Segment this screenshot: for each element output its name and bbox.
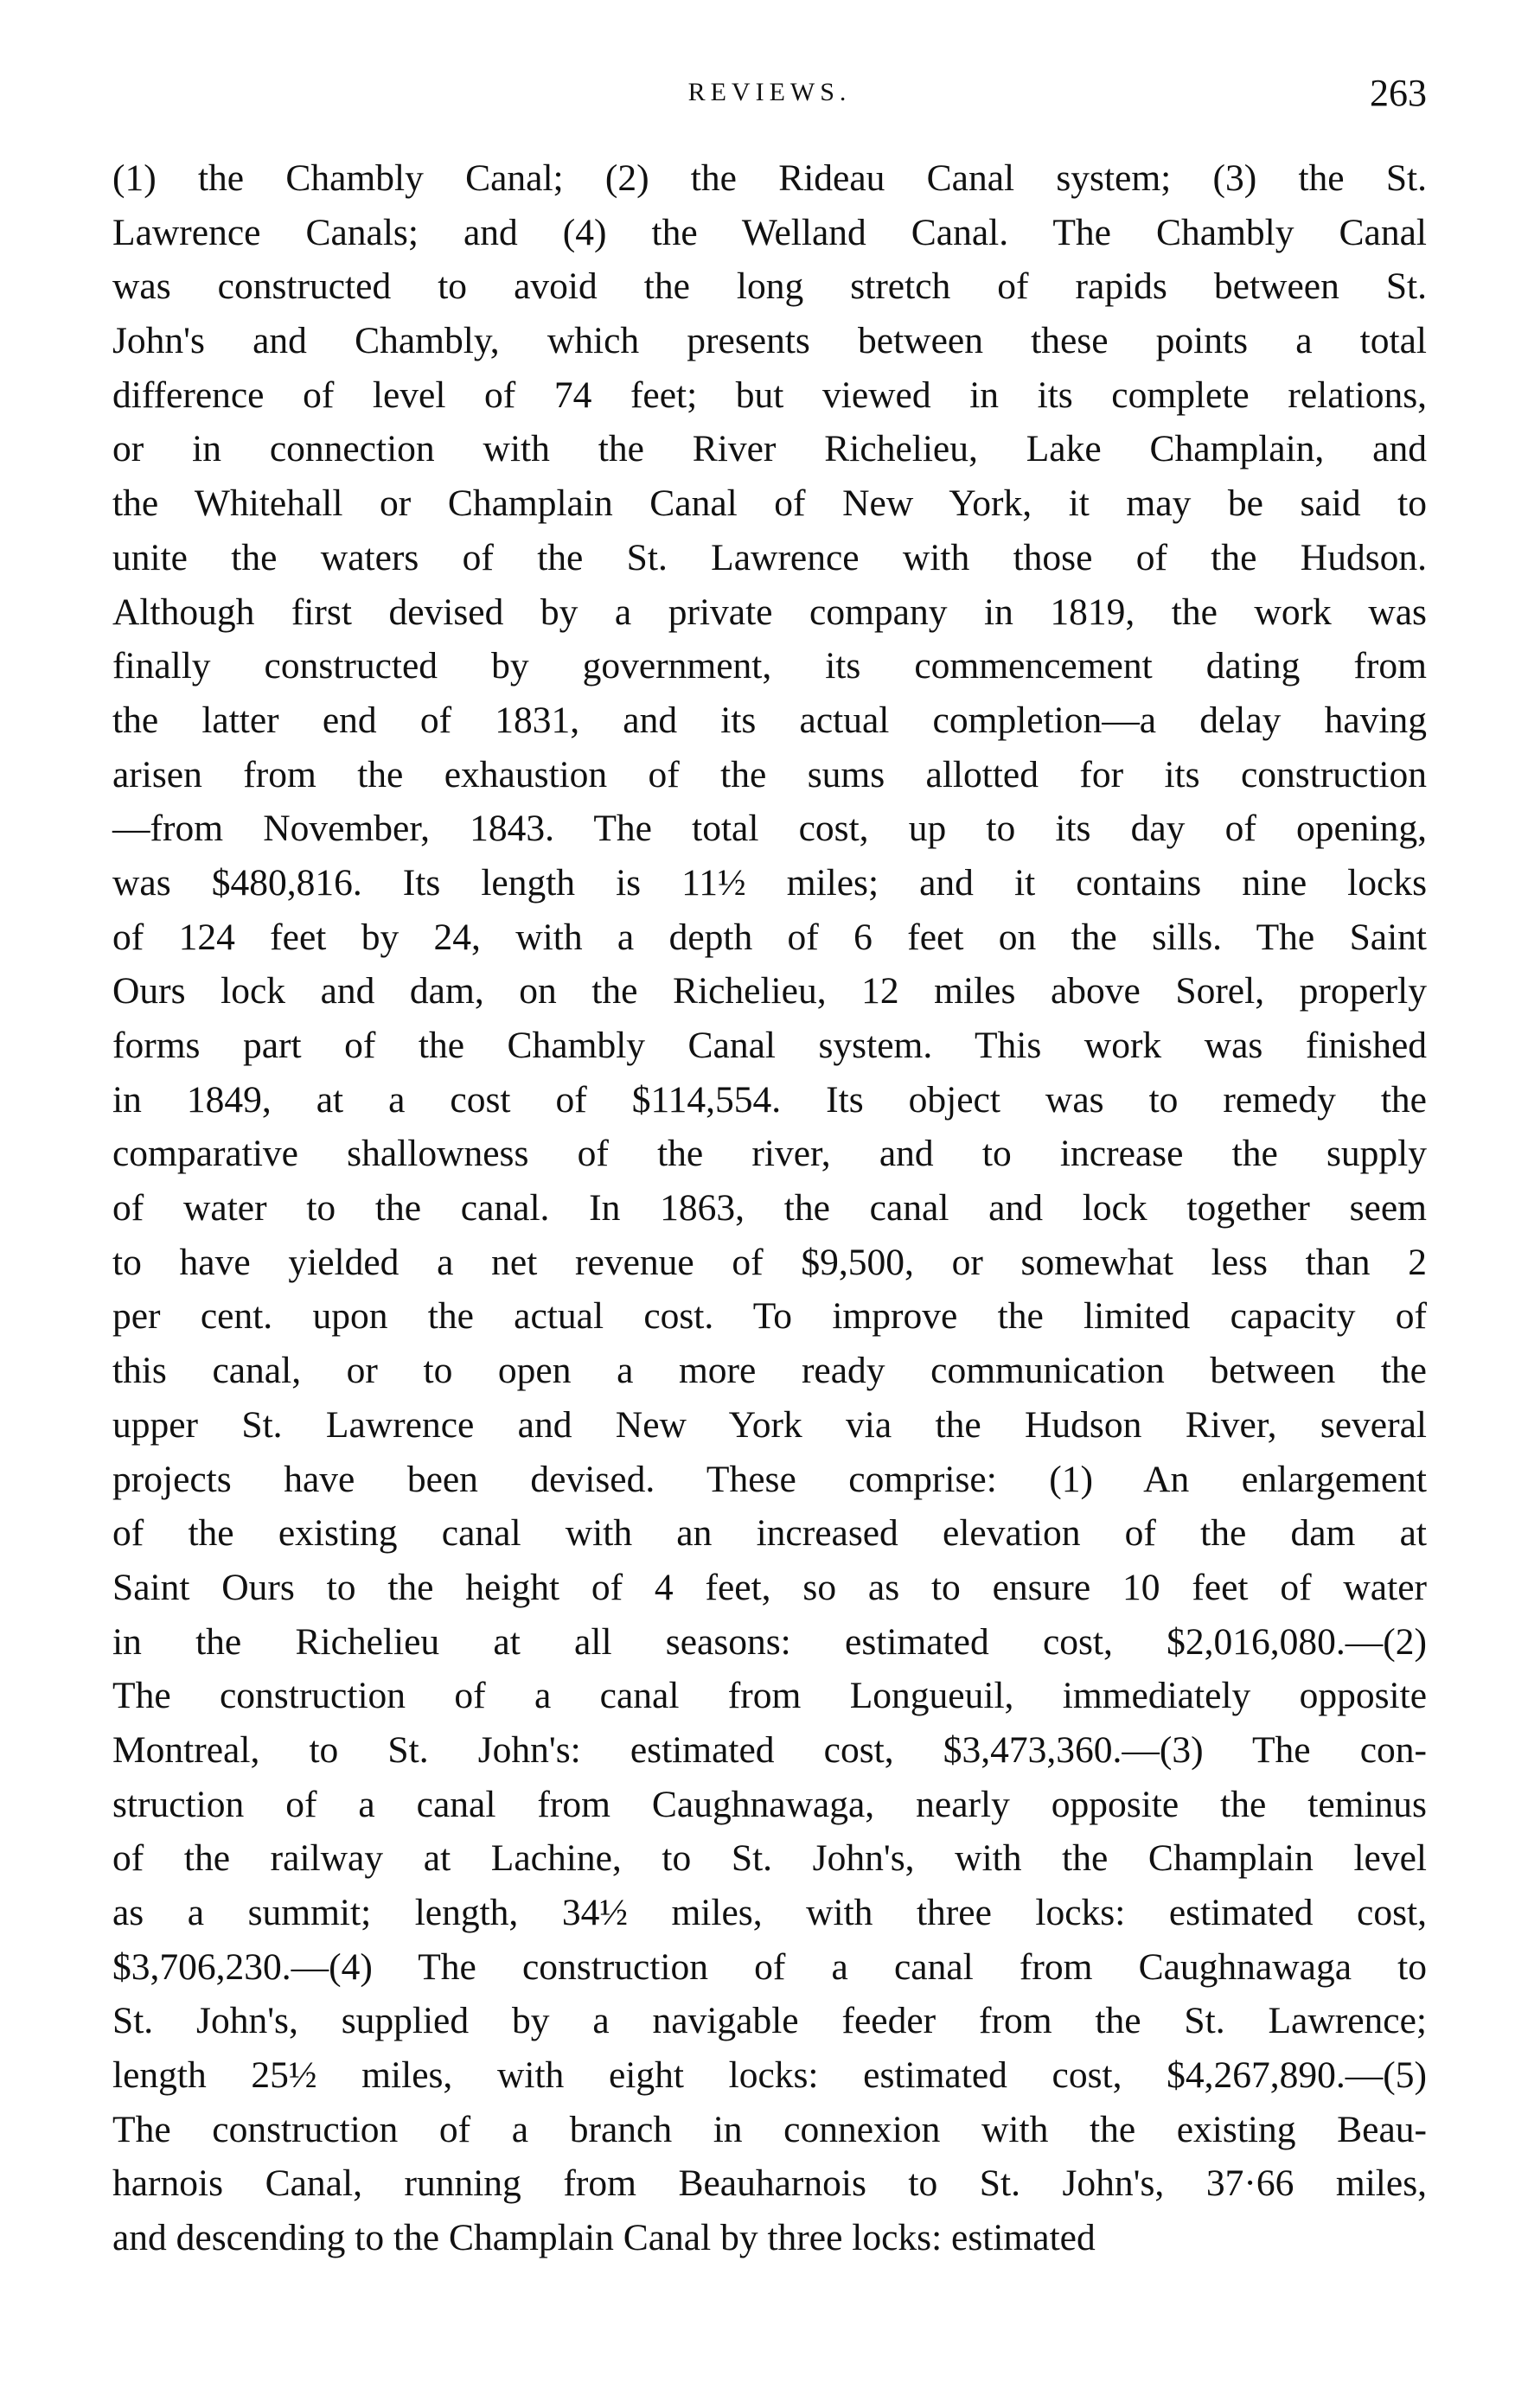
text-line: in 1849, at a cost of $114,554. Its object was to remedy the (112, 1078, 1427, 1121)
body-paragraph (112, 151, 1427, 2265)
text-line: Ours lock and dam, on the Richelieu, 12 miles above Sorel, properly (112, 970, 1427, 1012)
text-line: unite the waters of the St. Lawrence with those of the Hudson. (112, 536, 1427, 578)
text-line: John's and Chambly, which presents between these points a total (112, 320, 1427, 362)
text-line: in the Richelieu at all seasons: estimated cost, $2,016,080.—(2) (112, 1620, 1427, 1663)
text-line: —from November, 1843. The total cost, up to its day of opening, (112, 808, 1427, 850)
text-line: finally constructed by government, its commencement dating from (112, 645, 1427, 687)
text-line: The construction of a branch in connexion with the existing Beau- (112, 2108, 1427, 2150)
text-line: comparative shallowness of the river, and to increase the supply (112, 1133, 1427, 1175)
text-line: was $480,816. Its length is 11½ miles; and it contains nine locks (112, 861, 1427, 904)
text-line: Lawrence Canals; and (4) the Welland Canal. The Chambly Canal (112, 211, 1427, 253)
text-line: Montreal, to St. John's: estimated cost, $3,473,360.—(3) The con- (112, 1728, 1427, 1771)
text-line: upper St. Lawrence and New York via the Hudson River, several (112, 1403, 1427, 1446)
running-title: REVIEWS. (687, 78, 852, 106)
text-line: arisen from the exhaustion of the sums allotted for its construction (112, 753, 1427, 795)
text-line: harnois Canal, running from Beauharnois to St. John's, 37·66 miles, (112, 2162, 1427, 2205)
text-line: of the existing canal with an increased elevation of the dam at (112, 1512, 1427, 1555)
text-line: to have yielded a net revenue of $9,500, or somewhat less than 2 (112, 1241, 1427, 1283)
text-line: The construction of a canal from Longueuil, immediately opposite (112, 1675, 1427, 1717)
text-line: the Whitehall or Champlain Canal of New York, it may be said to (112, 482, 1427, 525)
text-line: St. John's, supplied by a navigable feeder from the St. Lawrence; (112, 2000, 1427, 2042)
text-line: length 25½ miles, with eight locks: estimated cost, $4,267,890.—(5) (112, 2054, 1427, 2097)
text-line: of the railway at Lachine, to St. John's, with the Champlain level (112, 1837, 1427, 1880)
text-line: per cent. upon the actual cost. To improve the limited capacity of (112, 1295, 1427, 1338)
page-number: 263 (1370, 72, 1427, 114)
text-line: the latter end of 1831, and its actual completion—a delay having (112, 699, 1427, 741)
text-line: of 124 feet by 24, with a depth of 6 feet on the sills. The Saint (112, 916, 1427, 958)
text-line: or in connection with the River Richelieu, Lake Champlain, and (112, 428, 1427, 470)
running-head (112, 71, 1427, 123)
text-line: as a summit; length, 34½ miles, with three locks: estimated cost, (112, 1892, 1427, 1933)
text-line: $3,706,230.—(4) The construction of a canal from Caughnawaga to (112, 1945, 1427, 1988)
text-line: difference of level of 74 feet; but viewed in its complete relations, (112, 374, 1427, 416)
text-line: Saint Ours to the height of 4 feet, so as to ensure 10 feet of water (112, 1566, 1427, 1608)
text-line: (1) the Chambly Canal; (2) the Rideau Canal system; (3) the St. (112, 157, 1427, 199)
text-line: of water to the canal. In 1863, the canal and lock together seem (112, 1187, 1427, 1230)
text-line: this canal, or to open a more ready communication between the (112, 1350, 1427, 1392)
text-line: projects have been devised. These comprise: (1) An enlargement (112, 1458, 1427, 1500)
text-line: was constructed to avoid the long stretch of rapids between St. (112, 265, 1427, 308)
text-line: Although first devised by a private company in 1819, the work was (112, 591, 1427, 633)
text-line: forms part of the Chambly Canal system. This work was finished (112, 1025, 1427, 1066)
text-line: struction of a canal from Caughnawaga, nearly opposite the teminus (112, 1783, 1427, 1825)
text-line: and descending to the Champlain Canal by three locks: estimated (112, 2217, 1096, 2259)
